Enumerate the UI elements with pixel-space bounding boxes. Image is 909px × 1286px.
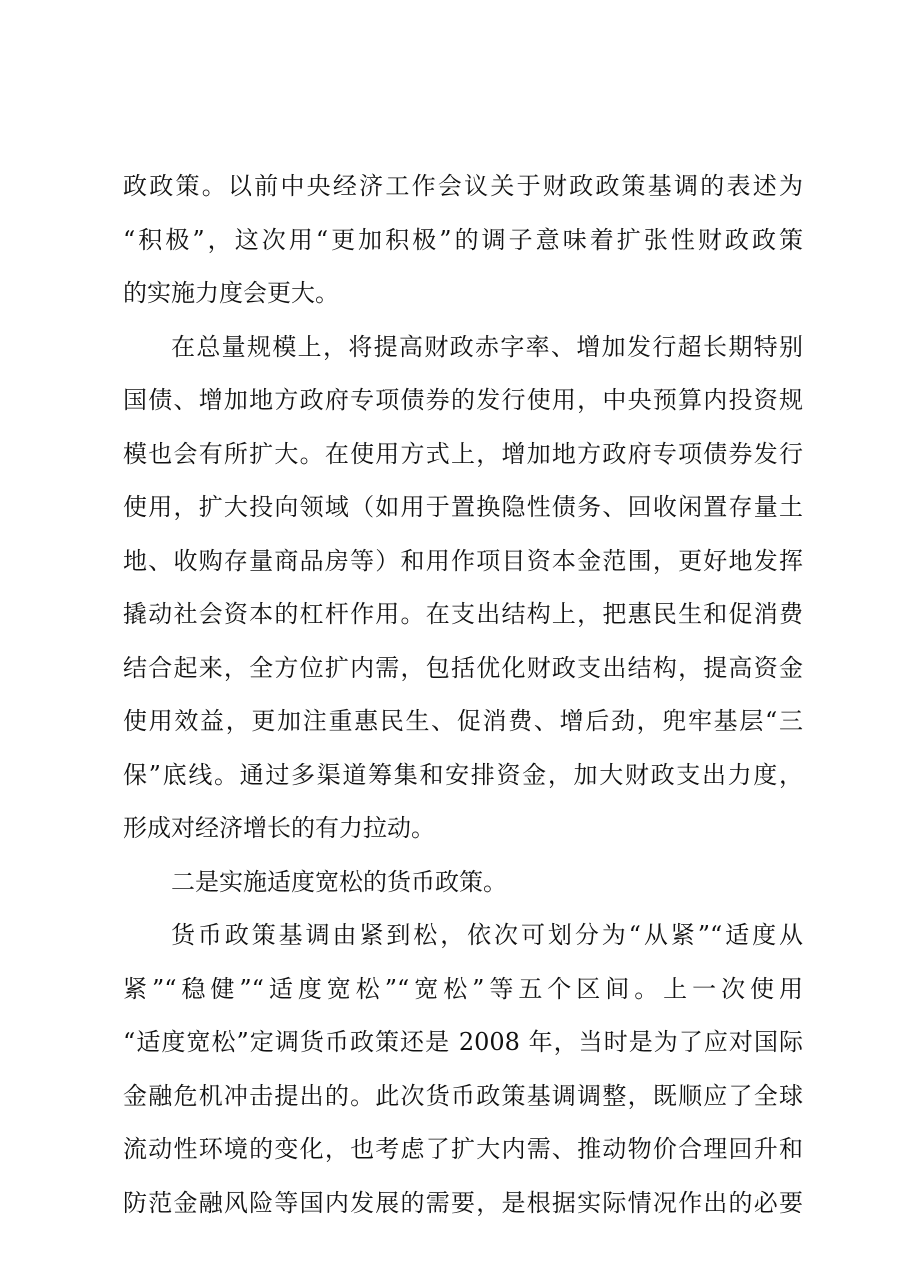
paragraph-first-line: 在总量规模上，将提高财政赤字率、增加发行超长期特别 (171, 332, 803, 361)
section-heading: 二是实施适度宽松的货币政策。 (171, 867, 507, 896)
text-line: 使用效益，更加注重惠民生、促消费、增后劲，兜牢基层“三 (123, 707, 803, 735)
text-line: 金融危机冲击提出的。此次货币政策基调调整，既顺应了全球 (123, 1081, 803, 1110)
text-line: “适度宽松”定调货币政策还是 2008 年，当时是为了应对国际 (123, 1028, 803, 1056)
text-line: 撬动社会资本的杠杆作用。在支出结构上，把惠民生和促消费 (123, 600, 803, 628)
paragraph-first-line: 货币政策基调由紧到松，依次可划分为“从紧”“适度从 (171, 921, 803, 949)
text-line: 使用，扩大投向领域（如用于置换隐性债务、回收闲置存量土 (123, 493, 803, 521)
text-line: 防范金融风险等国内发展的需要，是根据实际情况作出的必要 (123, 1188, 803, 1217)
text-line: 紧”“稳健”“适度宽松”“宽松”等五个区间。上一次使用 (123, 974, 803, 1003)
document-body (123, 160, 803, 1230)
text-line: 的实施力度会更大。 (123, 279, 339, 307)
text-line: 模也会有所扩大。在使用方式上，增加地方政府专项债券发行 (123, 439, 803, 468)
text-line: 政政策。以前中央经济工作会议关于财政政策基调的表述为 (123, 172, 803, 200)
text-line: 保”底线。通过多渠道筹集和安排资金，加大财政支出力度， (123, 760, 803, 789)
text-line: 结合起来，全方位扩内需，包括优化财政支出结构，提高资金 (123, 653, 803, 682)
text-line: 形成对经济增长的有力拉动。 (123, 814, 435, 842)
text-line: 流动性环境的变化，也考虑了扩大内需、推动物价合理回升和 (123, 1135, 803, 1163)
text-line: 国债、增加地方政府专项债券的发行使用，中央预算内投资规 (123, 386, 803, 414)
text-line: “积极”，这次用“更加积极”的调子意味着扩张性财政政策 (123, 225, 803, 254)
text-line: 地、收购存量商品房等）和用作项目资本金范围，更好地发挥 (123, 546, 803, 575)
